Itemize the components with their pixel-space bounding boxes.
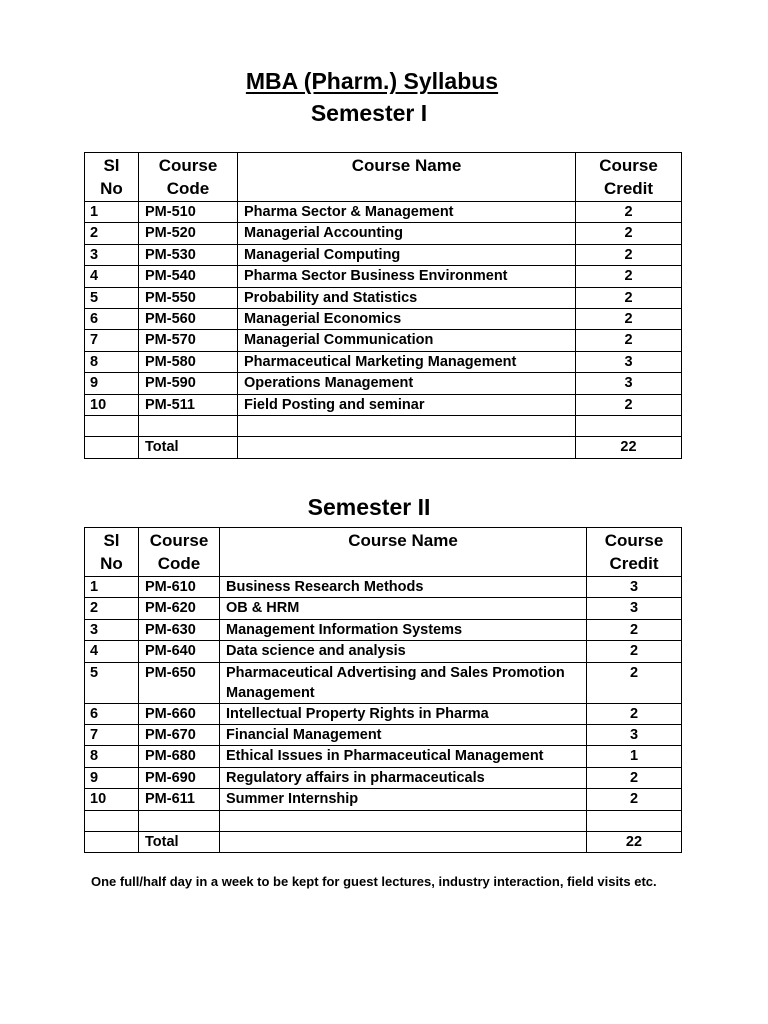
table-row [85,394,682,415]
semester-1-title: Semester I [310,100,428,126]
cell-course-name: Financial Management [220,724,587,745]
cell-sl-no: 5 [85,287,139,308]
cell-sl-no: 1 [85,202,139,223]
header-course-credit: Course Credit [587,528,682,577]
cell-sl-no: 9 [85,373,139,394]
cell-course-name: Field Posting and seminar [238,394,576,415]
cell-course-credit: 3 [587,724,682,745]
cell-course-credit: 2 [587,703,682,724]
table-row [85,577,682,598]
cell-sl-no: 3 [85,244,139,265]
header-course-name: Course Name [220,528,587,577]
header-course-code: Course Code [139,153,238,202]
cell-course-name: Summer Internship [220,789,587,810]
cell-course-code: PM-611 [139,789,220,810]
table-row [85,287,682,308]
cell-course-code: PM-610 [139,577,220,598]
cell-course-code: PM-511 [139,394,238,415]
cell-sl-no: 2 [85,598,139,619]
cell-course-code: PM-670 [139,724,220,745]
cell-course-code: PM-620 [139,598,220,619]
header-sl-no: Sl No [85,153,139,202]
cell-course-code: PM-570 [139,330,238,351]
cell-course-code: PM-690 [139,767,220,788]
cell-course-code: PM-680 [139,746,220,767]
table-row [85,810,682,831]
cell-course-code [139,415,238,436]
cell-course-code: PM-540 [139,266,238,287]
cell-sl-no: 10 [85,394,139,415]
cell-course-credit: 2 [576,394,682,415]
cell-course-credit: 2 [587,619,682,640]
cell-course-credit: 2 [587,789,682,810]
cell-course-credit: 2 [587,641,682,662]
cell-course-name: Probability and Statistics [238,287,576,308]
cell-course-name: Intellectual Property Rights in Pharma [220,703,587,724]
semester-2-course-table [84,527,682,853]
header-sl-no: Sl No [85,528,139,577]
table-row [85,724,682,745]
cell-course-name [238,437,576,458]
table-row [85,641,682,662]
table-row [85,351,682,372]
total-row [85,437,682,458]
cell-course-credit: 3 [587,598,682,619]
cell-course-credit: 3 [576,351,682,372]
table-row [85,662,682,703]
cell-sl-no: 6 [85,703,139,724]
cell-course-code: PM-630 [139,619,220,640]
cell-course-name: OB & HRM [220,598,587,619]
cell-course-name: Pharma Sector Business Environment [238,266,576,287]
header-course-credit: Course Credit [576,153,682,202]
header-course-name: Course Name [238,153,576,202]
table-row [85,767,682,788]
cell-sl-no: 5 [85,662,139,703]
total-label: Total [139,437,238,458]
total-credit: 22 [576,437,682,458]
table-row [85,598,682,619]
cell-course-code: PM-560 [139,308,238,329]
cell-sl-no: 9 [85,767,139,788]
table-row [85,330,682,351]
cell-course-credit: 2 [576,202,682,223]
cell-course-name: Management Information Systems [220,619,587,640]
cell-sl-no: 3 [85,619,139,640]
cell-course-credit: 2 [576,287,682,308]
cell-course-name [220,831,587,852]
cell-course-credit [576,415,682,436]
cell-course-code: PM-650 [139,662,220,703]
cell-sl-no [85,415,139,436]
cell-course-credit: 1 [587,746,682,767]
cell-sl-no: 6 [85,308,139,329]
cell-sl-no [85,437,139,458]
cell-course-name: Data science and analysis [220,641,587,662]
table-row [85,619,682,640]
cell-course-credit: 2 [576,330,682,351]
table-row [85,703,682,724]
cell-course-code [139,810,220,831]
table-row [85,415,682,436]
cell-sl-no [85,810,139,831]
semester-1-course-table [84,152,682,459]
cell-course-credit: 3 [587,577,682,598]
cell-course-credit: 2 [576,244,682,265]
cell-course-code: PM-660 [139,703,220,724]
cell-course-name: Pharmaceutical Marketing Management [238,351,576,372]
cell-course-name: Business Research Methods [220,577,587,598]
cell-sl-no: 10 [85,789,139,810]
semester-1-rows [85,202,682,459]
cell-course-name: Pharma Sector & Management [238,202,576,223]
cell-course-code: PM-510 [139,202,238,223]
cell-sl-no: 4 [85,641,139,662]
cell-course-code: PM-550 [139,287,238,308]
cell-course-code: PM-520 [139,223,238,244]
total-label: Total [139,831,220,852]
table-header-row [85,153,682,202]
semester-2-title: Semester II [307,494,431,520]
cell-course-name: Managerial Computing [238,244,576,265]
cell-course-name: Managerial Communication [238,330,576,351]
cell-course-code: PM-580 [139,351,238,372]
total-credit: 22 [587,831,682,852]
table-row [85,202,682,223]
cell-course-name: Regulatory affairs in pharmaceuticals [220,767,587,788]
cell-sl-no: 8 [85,746,139,767]
cell-course-credit [587,810,682,831]
document-title: MBA (Pharm.) Syllabus [245,68,499,94]
cell-course-name: Pharmaceutical Advertising and Sales Promotion Management [220,662,587,703]
table-row [85,266,682,287]
total-row [85,831,682,852]
cell-sl-no: 7 [85,724,139,745]
table-row [85,308,682,329]
cell-sl-no: 4 [85,266,139,287]
cell-course-credit: 2 [587,662,682,703]
cell-course-credit: 3 [576,373,682,394]
cell-course-code: PM-590 [139,373,238,394]
table-row [85,746,682,767]
cell-sl-no: 1 [85,577,139,598]
semester-2-rows [85,577,682,853]
header-course-code: Course Code [139,528,220,577]
cell-course-name [220,810,587,831]
cell-sl-no: 8 [85,351,139,372]
table-row [85,373,682,394]
table-row [85,789,682,810]
cell-course-credit: 2 [576,266,682,287]
cell-course-name: Ethical Issues in Pharmaceutical Management [220,746,587,767]
cell-course-name: Operations Management [238,373,576,394]
table-row [85,223,682,244]
cell-course-name: Managerial Accounting [238,223,576,244]
cell-course-credit: 2 [576,223,682,244]
table-row [85,244,682,265]
cell-course-credit: 2 [587,767,682,788]
cell-sl-no: 2 [85,223,139,244]
cell-course-name [238,415,576,436]
cell-sl-no [85,831,139,852]
footnote: One full/half day in a week to be kept for guest lectures, industry interaction, field visits etc. [91,874,657,889]
cell-course-code: PM-640 [139,641,220,662]
cell-course-credit: 2 [576,308,682,329]
cell-course-name: Managerial Economics [238,308,576,329]
cell-sl-no: 7 [85,330,139,351]
cell-course-code: PM-530 [139,244,238,265]
table-header-row [85,528,682,577]
